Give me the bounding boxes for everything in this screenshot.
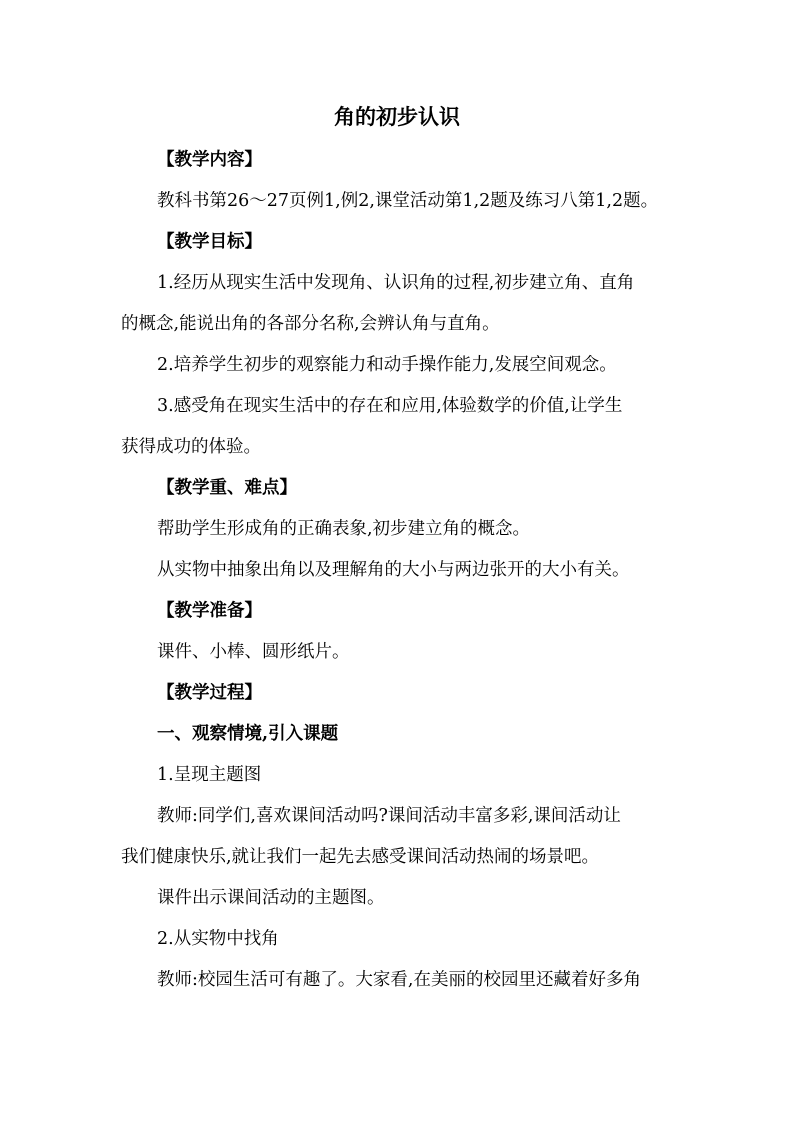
paragraph-line: 课件、小棒、圆形纸片。: [157, 642, 350, 662]
paragraph-line: 1.呈现主题图: [157, 765, 262, 785]
section-heading: 【教学准备】: [157, 601, 262, 621]
paragraph-line: 帮助学生形成角的正确表象,初步建立角的概念。: [157, 519, 531, 539]
section-heading: 【教学目标】: [157, 232, 262, 252]
paragraph-line: 教师:同学们,喜欢课间活动吗?课间活动丰富多彩,课间活动让: [157, 806, 621, 826]
paragraph-line: 教师:校园生活可有趣了。大家看,在美丽的校园里还藏着好多角: [157, 970, 641, 990]
paragraph-line: 2.培养学生初步的观察能力和动手操作能力,发展空间观念。: [157, 355, 617, 375]
paragraph-line: 1.经历从现实生活中发现角、认识角的过程,初步建立角、直角: [157, 273, 635, 293]
paragraph-line: 3.感受角在现实生活中的存在和应用,体验数学的价值,让学生: [157, 396, 623, 416]
document-title: 角的初步认识: [334, 104, 460, 129]
paragraph-line: 从实物中抽象出角以及理解角的大小与两边张开的大小有关。: [157, 560, 630, 580]
section-heading: 【教学内容】: [157, 150, 262, 170]
section-heading: 【教学重、难点】: [157, 478, 297, 498]
paragraph-line: 获得成功的体验。: [121, 437, 261, 457]
paragraph-line: 的概念,能说出角的各部分名称,会辨认角与直角。: [121, 314, 500, 334]
paragraph-line: 课件出示课间活动的主题图。: [157, 888, 385, 908]
paragraph-line: 我们健康快乐,就让我们一起先去感受课间活动热闹的场景吧。: [121, 847, 600, 867]
section-heading: 【教学过程】: [157, 683, 262, 703]
paragraph-line: 教科书第26～27页例1,例2,课堂活动第1,2题及练习八第1,2题。: [157, 191, 659, 211]
paragraph-line: 2.从实物中找角: [157, 929, 279, 949]
subsection-heading: 一、观察情境,引入课题: [157, 724, 339, 744]
